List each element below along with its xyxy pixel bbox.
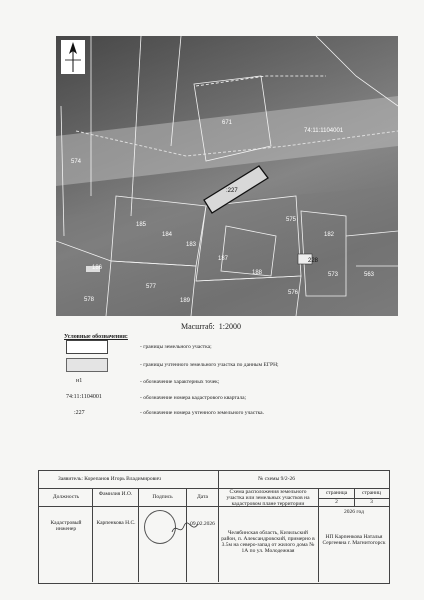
legend-title: Условные обозначения: bbox=[64, 334, 128, 340]
parcel-label-227: :227 bbox=[226, 188, 238, 194]
parcel-label-671: 671 bbox=[222, 120, 233, 126]
map-drawing bbox=[56, 36, 398, 316]
parcel-label-186: 186 bbox=[92, 265, 103, 271]
signature-mark bbox=[170, 518, 200, 538]
sheet-count: 3 bbox=[370, 499, 373, 505]
parcel-label-577: 577 bbox=[146, 284, 157, 290]
legend-symbol-block: 74:11:1104001 bbox=[66, 394, 102, 400]
legend-text-1: - границы земельного участка; bbox=[140, 344, 212, 350]
legend-text-2: - границы учтенного земельного участка по данным ЕГРН; bbox=[140, 362, 279, 368]
legend-symbol-parcel-boundary bbox=[66, 340, 108, 354]
legend-text-3: - обозначение характерных точек; bbox=[140, 379, 220, 385]
col-name: Фамилия И.О. bbox=[98, 491, 133, 497]
signing-date: 09.02.2026 bbox=[190, 521, 215, 527]
scheme-number: № схемы 9/2-26 bbox=[258, 476, 295, 482]
col-signature: Подпись bbox=[152, 494, 173, 500]
parcel-location: Челябинская область, Кизильский район, п. Александровский, примерно в 3.5м на северо-запад от жилого дома № 1А по ул. Молодежная bbox=[221, 530, 315, 554]
parcel-label-574: 574 bbox=[71, 159, 82, 165]
col-sheets: страниц bbox=[362, 490, 381, 496]
col-date: Дата bbox=[197, 494, 208, 500]
parcel-label-573: 573 bbox=[328, 272, 339, 278]
sheet-number: 2 bbox=[335, 499, 338, 505]
block-label: 74:11:1104001 bbox=[304, 128, 344, 134]
legend-symbol-registered-boundary bbox=[66, 358, 108, 372]
parcel-label-578: 578 bbox=[84, 297, 95, 303]
parcel-label-563: 563 bbox=[364, 272, 375, 278]
organization: НП Карпенкова Наталья Сергеевна г. Магнитогорск bbox=[322, 534, 386, 546]
parcel-label-575: 575 bbox=[286, 217, 297, 223]
parcel-label-185: 185 bbox=[136, 222, 147, 228]
scale-label: Масштаб: bbox=[180, 322, 215, 331]
year: 2026 год bbox=[344, 509, 364, 515]
document-title: Схема расположения земельного участка или земельных участков на кадастровом плане территории bbox=[226, 489, 310, 507]
parcel-label-183: 183 bbox=[186, 242, 197, 248]
legend-text-5: - обозначение номера учтенного земельного участка. bbox=[140, 410, 265, 416]
scale-value: 1:2000 bbox=[218, 322, 242, 331]
legend-text-4: - обозначение номера кадастрового квартала; bbox=[140, 395, 247, 401]
parcel-label-576: 576 bbox=[288, 290, 299, 296]
engineer-name: Карпенкова Н.С. bbox=[96, 520, 136, 526]
col-position: Должность bbox=[52, 494, 80, 500]
role: Кадастровый инженер bbox=[50, 520, 82, 532]
parcel-label-228: 228 bbox=[308, 258, 319, 264]
cadastral-map bbox=[56, 36, 398, 316]
map-scale bbox=[0, 322, 424, 331]
parcel-label-184: 184 bbox=[162, 232, 173, 238]
parcel-label-187: 187 bbox=[218, 256, 229, 262]
parcel-label-189: 189 bbox=[180, 298, 191, 304]
legend-symbol-parcel-number: :227 bbox=[74, 410, 85, 416]
parcel-label-182: 182 bbox=[324, 232, 335, 238]
north-arrow-icon bbox=[61, 40, 85, 74]
legend-symbol-point: н1 bbox=[76, 378, 83, 384]
col-sheet: страница bbox=[325, 490, 348, 496]
parcel-label-188: 188 bbox=[252, 270, 263, 276]
applicant: Заявитель: Корепанов Игорь Владимирович bbox=[58, 476, 161, 482]
